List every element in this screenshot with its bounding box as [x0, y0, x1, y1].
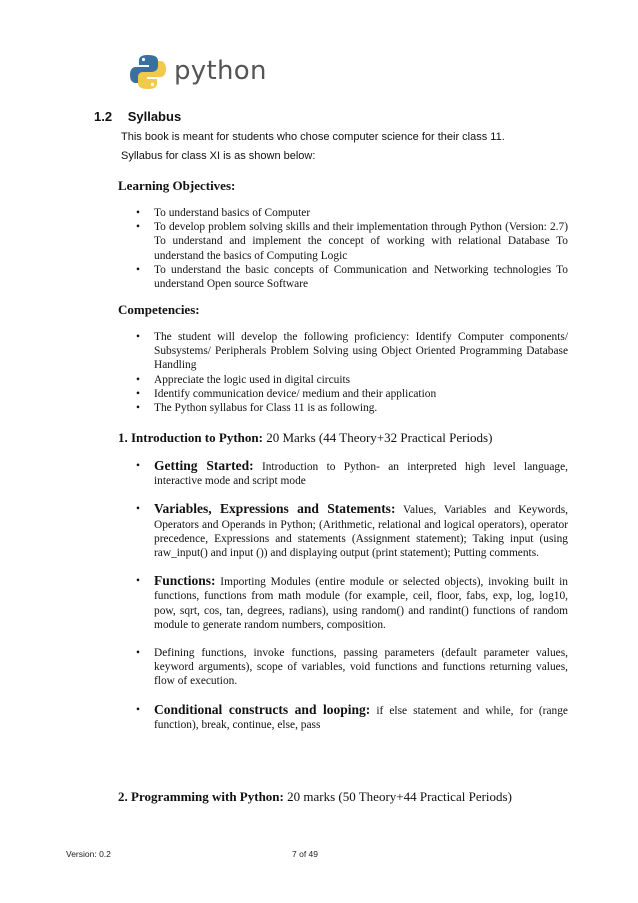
intro-line-1: This book is meant for students who chose computer science for their class 11.: [121, 131, 505, 143]
topic-text: Importing Modules (entire module or selected objects), invoking built in functions, functions from math module (for example, ceil, floor, fabs, exp, log, log10, pow, sqrt, cos, tan, degrees, radians), using random() and randint() functions of random module to generate random numbers, composition.: [154, 576, 568, 631]
list-item: • To understand basics of Computer: [118, 206, 568, 220]
learning-objectives-list: [118, 206, 568, 291]
unit-1-marks: 20 Marks (44 Theory+32 Practical Periods): [262, 430, 493, 445]
list-item: • To develop problem solving skills and their implementation through Python (Version: 2.7) To understand and implement the concept of working with relational Database To understand the basics of Computing Logic: [118, 220, 568, 263]
unit-2-heading: [118, 789, 568, 805]
unit-1-heading: [118, 430, 568, 446]
competencies: [118, 302, 568, 415]
section-number: 1.2: [94, 109, 113, 124]
footer-page-number: 7 of 49: [292, 849, 318, 859]
topic-conditional-constructs: [118, 703, 568, 732]
topic-lead: Getting Started:: [154, 458, 254, 473]
learning-objectives-heading: Learning Objectives:: [118, 178, 236, 193]
intro-line-2: Syllabus for class XI is as shown below:: [121, 150, 316, 162]
topic-variables: [118, 502, 568, 560]
unit-1-topics: [118, 459, 568, 732]
list-item: • Appreciate the logic used in digital circuits: [118, 373, 568, 387]
unit-2-title: 2. Programming with Python:: [118, 789, 284, 804]
topic-lead: Functions:: [154, 573, 216, 589]
unit-1-title: 1. Introduction to Python:: [118, 430, 263, 445]
footer-version: Version: 0.2: [66, 849, 111, 859]
python-logo-text: python: [174, 56, 267, 86]
topic-functions: [118, 574, 568, 632]
unit-1: [118, 430, 568, 746]
topic-lead: Variables, Expressions and Statements:: [154, 501, 396, 517]
learning-objectives: [118, 178, 568, 291]
topic-lead: Conditional constructs and looping:: [154, 701, 371, 717]
section-title: Syllabus: [127, 109, 182, 124]
list-item: • The student will develop the following proficiency: Identify Computer components/ Subsystems/ Peripherals Problem Solving using Object Oriented Programming Database Handling: [118, 330, 568, 373]
unit-2: [118, 789, 568, 805]
topic-text: Defining functions, invoke functions, passing parameters (default parameter values, keyword arguments), scope of variables, void functions and functions returning values, flow of execution.: [154, 647, 568, 688]
topic-text: Values, Variables and Keywords, Operators and Operands in Python; (Arithmetic, relational and logical operators), operator precedence, Expressions and statements (Assignment statement); Taking input (using raw_input() and input ()) and displaying output (print statement); Putting comments.: [154, 504, 568, 560]
list-item: • The Python syllabus for Class 11 is as following.: [118, 401, 568, 415]
competencies-heading: Competencies:: [118, 302, 200, 317]
topic-defining-functions: [118, 646, 568, 689]
python-logo: [128, 52, 267, 92]
list-item: • To understand the basic concepts of Communication and Networking technologies To understand Open source Software: [118, 263, 568, 291]
python-logo-icon: [128, 52, 168, 92]
topic-text: Introduction to Python- an interpreted high level language, interactive mode and script mode: [154, 461, 568, 488]
competencies-list: [118, 330, 568, 415]
unit-2-marks: 20 marks (50 Theory+44 Practical Periods): [283, 789, 512, 804]
topic-getting-started: [118, 459, 568, 488]
list-item: • Identify communication device/ medium and their application: [118, 387, 568, 401]
section-heading: [94, 109, 181, 124]
topic-text: if else statement and while, for (range function), break, continue, else, pass: [154, 704, 568, 731]
